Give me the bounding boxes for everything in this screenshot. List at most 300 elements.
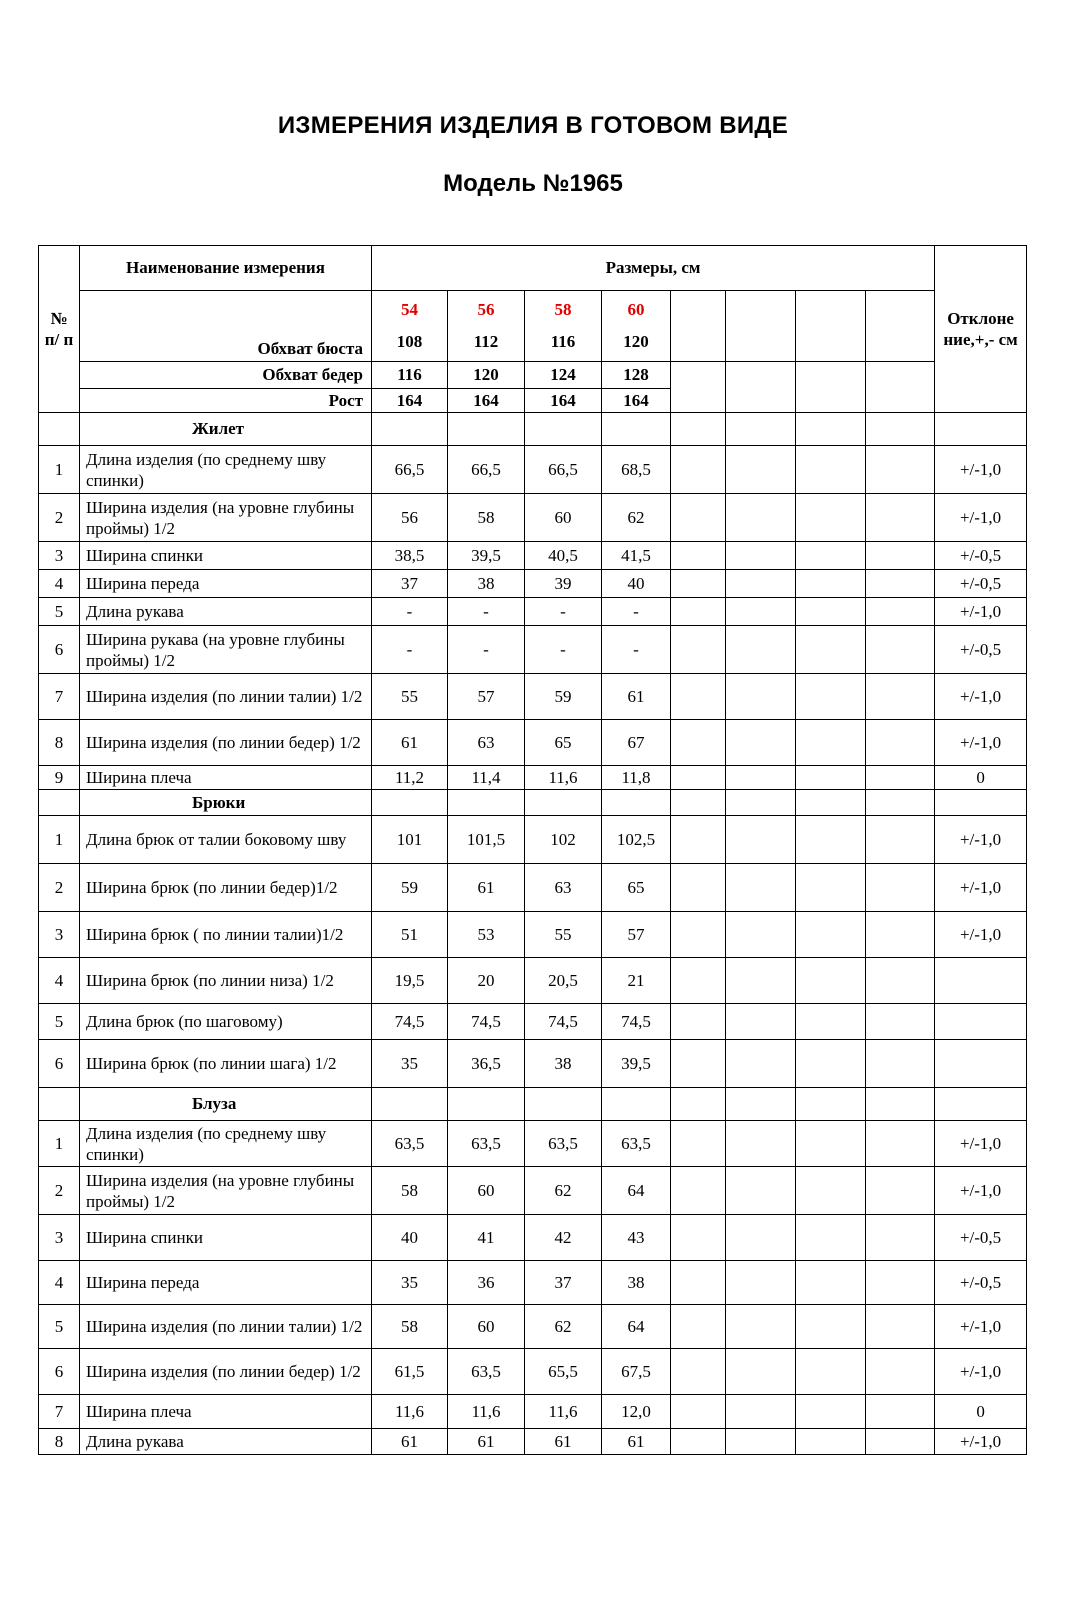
measurement-name: Ширина изделия (по линии талии) 1/2 [80,674,372,720]
measurement-value: 39,5 [602,1040,671,1088]
empty-size-cell [866,958,935,1004]
table-row [39,1121,1027,1167]
empty-size-cell [796,1167,866,1215]
table-row [39,1305,1027,1349]
empty-size-cell [726,1040,796,1088]
size-cell: 58 116 [525,291,602,362]
measurement-value: 42 [525,1215,602,1261]
empty-size-cell [726,1215,796,1261]
empty-size-cell [866,626,935,674]
row-number: 7 [39,1395,80,1429]
measurement-value: 39,5 [448,542,525,570]
measurement-value: 61 [372,720,448,766]
empty-size-cell [726,720,796,766]
empty-size-cell [866,674,935,720]
empty-size-cell [796,626,866,674]
deviation-value: +/-1,0 [935,494,1027,542]
table-row [39,766,1027,790]
hip-label: Обхват бедер [80,362,372,389]
measurement-value: 40 [372,1215,448,1261]
measurement-value: 38,5 [372,542,448,570]
empty-size-cell [671,766,726,790]
section-title: Блуза [80,1088,372,1121]
table-row [39,958,1027,1004]
empty-size-cell [726,1305,796,1349]
row-number: 2 [39,494,80,542]
deviation-value: +/-0,5 [935,1261,1027,1305]
empty-size-cell [671,1004,726,1040]
empty-size-cell [866,720,935,766]
row-number: 8 [39,720,80,766]
row-number: 7 [39,674,80,720]
empty-size-cell [671,816,726,864]
measurement-value: 53 [448,912,525,958]
bust-label: Обхват бюста [80,291,372,362]
header-deviation: Отклоне ние,+,- см [935,246,1027,413]
measurement-value: 63,5 [448,1349,525,1395]
measurement-name: Ширина плеча [80,766,372,790]
table-row [39,816,1027,864]
measurement-value: 21 [602,958,671,1004]
deviation-value: +/-1,0 [935,1349,1027,1395]
deviation-value: +/-1,0 [935,1121,1027,1167]
deviation-value: +/-1,0 [935,446,1027,494]
measurement-value: 36,5 [448,1040,525,1088]
measurement-value: 63,5 [372,1121,448,1167]
measurement-value: 39 [525,570,602,598]
measurement-value: 65 [602,864,671,912]
deviation-value: +/-1,0 [935,674,1027,720]
empty-size-cell [796,816,866,864]
measurement-value: 102,5 [602,816,671,864]
empty-size-cell [796,1349,866,1395]
empty-size-cell [726,816,796,864]
measurement-value: 74,5 [525,1004,602,1040]
empty-size-cell [671,446,726,494]
row-number: 3 [39,912,80,958]
measurement-value: 65,5 [525,1349,602,1395]
empty-size-cell [796,542,866,570]
measurement-value: 11,6 [525,766,602,790]
measurement-name: Ширина брюк ( по линии талии)1/2 [80,912,372,958]
empty-size-cell [866,816,935,864]
empty-size-cell [866,1215,935,1261]
table-row [39,720,1027,766]
deviation-value: +/-1,0 [935,1167,1027,1215]
measurement-value: - [448,598,525,626]
empty-size-cell [726,446,796,494]
empty-size-cell [866,570,935,598]
measurement-value: 61 [602,1429,671,1455]
measurement-value: 101,5 [448,816,525,864]
deviation-value: 0 [935,766,1027,790]
empty-size-cell [726,1167,796,1215]
measurement-name: Длина брюк (по шаговому) [80,1004,372,1040]
row-number: 1 [39,446,80,494]
row-number: 1 [39,1121,80,1167]
empty-size-cell [866,1004,935,1040]
measurement-value: 59 [372,864,448,912]
measurement-value: - [448,626,525,674]
height-value: 164 [602,389,671,413]
measurement-value: 61,5 [372,1349,448,1395]
measurement-value: 20 [448,958,525,1004]
header-name: Наименование измерения [80,246,372,291]
measurement-value: - [602,626,671,674]
empty-size-cell [866,912,935,958]
size-cell: 56 112 [448,291,525,362]
empty-size-cell [726,1395,796,1429]
measurement-value: 61 [448,864,525,912]
empty-size-cell [726,864,796,912]
table-row [39,1261,1027,1305]
empty-size-cell [796,720,866,766]
section-title: Жилет [80,413,372,446]
measurement-value: 63,5 [448,1121,525,1167]
deviation-value: +/-0,5 [935,542,1027,570]
empty-size-cell [796,766,866,790]
measurement-value: 20,5 [525,958,602,1004]
measurement-value: 60 [448,1305,525,1349]
header-num: № п/ п [39,246,80,413]
empty-size-cell [866,1305,935,1349]
measurement-value: 66,5 [448,446,525,494]
measurement-value: 63,5 [602,1121,671,1167]
deviation-value: +/-0,5 [935,1215,1027,1261]
measurement-value: 63 [448,720,525,766]
measurement-value: 11,6 [525,1395,602,1429]
empty-size-cell [796,494,866,542]
measurement-value: 11,6 [372,1395,448,1429]
measurement-value: 57 [602,912,671,958]
section-title: Брюки [80,790,372,816]
table-row [39,598,1027,626]
empty-size-cell [866,1349,935,1395]
measurement-value: 61 [602,674,671,720]
measurement-name: Ширина брюк (по линии шага) 1/2 [80,1040,372,1088]
empty-size-cell [671,912,726,958]
measurement-value: - [372,626,448,674]
header-sizes: Размеры, см [372,246,935,291]
table-row [39,1349,1027,1395]
deviation-value: +/-1,0 [935,816,1027,864]
empty-size-cell [726,1429,796,1455]
measurement-value: - [525,598,602,626]
measurement-value: 64 [602,1305,671,1349]
row-number: 1 [39,816,80,864]
measurement-name: Ширина спинки [80,1215,372,1261]
empty-size-cell [866,1395,935,1429]
measurement-value: 60 [448,1167,525,1215]
table-row [39,1167,1027,1215]
table-row [39,674,1027,720]
measurement-name: Ширина брюк (по линии низа) 1/2 [80,958,372,1004]
hip-value: 116 [372,362,448,389]
hip-value: 128 [602,362,671,389]
size-cell: 60 120 [602,291,671,362]
table-row [39,1004,1027,1040]
empty-size-cell [796,598,866,626]
measurement-value: 11,8 [602,766,671,790]
deviation-value: +/-1,0 [935,1305,1027,1349]
empty-size-cell [796,1261,866,1305]
empty-size-cell [796,1429,866,1455]
empty-size-cell [796,958,866,1004]
empty-size-cell [796,864,866,912]
measurement-value: 38 [602,1261,671,1305]
row-number: 5 [39,1305,80,1349]
measurement-value: 67,5 [602,1349,671,1395]
empty-size-cell [866,864,935,912]
measurement-name: Ширина изделия (на уровне глубины проймы) 1/2 [80,494,372,542]
table-row [39,446,1027,494]
size-cell: 54 108 [372,291,448,362]
measurement-value: 55 [525,912,602,958]
empty-size-cell [726,570,796,598]
measurement-value: - [525,626,602,674]
empty-size-cell [866,542,935,570]
measurement-value: 61 [525,1429,602,1455]
section-row [39,1088,1027,1121]
measurement-value: 58 [372,1305,448,1349]
measurement-value: - [602,598,671,626]
empty-size-cell [726,912,796,958]
measurement-value: 74,5 [448,1004,525,1040]
row-number: 6 [39,1349,80,1395]
empty-size-cell [796,674,866,720]
hip-value: 120 [448,362,525,389]
deviation-value [935,1004,1027,1040]
empty-size-cell [866,1261,935,1305]
empty-size-cell [796,1395,866,1429]
row-number: 5 [39,598,80,626]
empty-size-cell [726,494,796,542]
measurement-value: 63,5 [525,1121,602,1167]
measurement-name: Ширина рукава (на уровне глубины проймы) 1/2 [80,626,372,674]
measurement-value: 63 [525,864,602,912]
empty-size-cell [671,1167,726,1215]
empty-size-cell [671,570,726,598]
section-row [39,413,1027,446]
empty-size-cell [796,1121,866,1167]
deviation-value: +/-1,0 [935,864,1027,912]
table-row [39,626,1027,674]
empty-size-cell [671,1305,726,1349]
measurement-value: 37 [525,1261,602,1305]
table-row [39,1429,1027,1455]
empty-size-cell [671,1261,726,1305]
measurement-value: 12,0 [602,1395,671,1429]
deviation-value: +/-0,5 [935,570,1027,598]
empty-size-cell [726,958,796,1004]
measurement-value: 59 [525,674,602,720]
measurement-value: 60 [525,494,602,542]
deviation-value: +/-0,5 [935,626,1027,674]
deviation-value [935,1040,1027,1088]
empty-size-cell [866,1167,935,1215]
height-value: 164 [448,389,525,413]
measurement-name: Ширина переда [80,570,372,598]
row-number: 3 [39,542,80,570]
empty-size-cell [671,1349,726,1395]
empty-size-cell [671,1215,726,1261]
row-number: 4 [39,958,80,1004]
measurement-value: 41 [448,1215,525,1261]
measurement-value: 74,5 [602,1004,671,1040]
empty-size-cell [671,674,726,720]
measurement-value: 11,4 [448,766,525,790]
empty-size-cell [671,494,726,542]
empty-size-cell [796,570,866,598]
measurement-value: 56 [372,494,448,542]
hip-value: 124 [525,362,602,389]
empty-size-cell [866,1121,935,1167]
measurement-name: Длина рукава [80,1429,372,1455]
deviation-value: +/-1,0 [935,912,1027,958]
deviation-value [935,958,1027,1004]
empty-size-cell [866,446,935,494]
deviation-value: +/-1,0 [935,1429,1027,1455]
measurement-value: 19,5 [372,958,448,1004]
measurement-value: 36 [448,1261,525,1305]
deviation-value: +/-1,0 [935,598,1027,626]
empty-size-cell [671,1121,726,1167]
empty-size-cell [796,1004,866,1040]
table-row [39,542,1027,570]
measurement-value: 58 [448,494,525,542]
measurement-name: Длина изделия (по среднему шву спинки) [80,1121,372,1167]
row-number: 2 [39,1167,80,1215]
measurement-name: Ширина изделия (по линии бедер) 1/2 [80,1349,372,1395]
measurement-name: Ширина изделия (на уровне глубины проймы) 1/2 [80,1167,372,1215]
empty-size-cell [726,598,796,626]
height-label: Рост [80,389,372,413]
measurement-value: 74,5 [372,1004,448,1040]
deviation-value: +/-1,0 [935,720,1027,766]
measurement-name: Ширина переда [80,1261,372,1305]
empty-size-cell [726,766,796,790]
empty-size-cell [796,912,866,958]
section-row [39,790,1027,816]
empty-size-cell [796,1040,866,1088]
measurement-name: Ширина плеча [80,1395,372,1429]
empty-size-cell [866,766,935,790]
row-number: 6 [39,1040,80,1088]
measurement-name: Ширина спинки [80,542,372,570]
measurements-table [38,245,1027,1455]
measurement-name: Ширина брюк (по линии бедер)1/2 [80,864,372,912]
empty-size-cell [726,1261,796,1305]
row-number: 2 [39,864,80,912]
measurement-value: 101 [372,816,448,864]
row-number: 4 [39,1261,80,1305]
empty-size-cell [726,1349,796,1395]
empty-size-cell [726,674,796,720]
measurement-value: 102 [525,816,602,864]
row-number: 9 [39,766,80,790]
table-row [39,1215,1027,1261]
measurement-name: Ширина изделия (по линии бедер) 1/2 [80,720,372,766]
measurement-value: 35 [372,1261,448,1305]
measurement-name: Длина рукава [80,598,372,626]
measurement-value: 38 [525,1040,602,1088]
measurement-value: 40,5 [525,542,602,570]
measurement-value: 35 [372,1040,448,1088]
measurement-name: Длина изделия (по среднему шву спинки) [80,446,372,494]
measurement-value: - [372,598,448,626]
measurement-value: 43 [602,1215,671,1261]
measurement-value: 64 [602,1167,671,1215]
empty-size-cell [726,626,796,674]
empty-size-cell [726,1121,796,1167]
model-title: Модель №1965 [443,170,623,197]
measurement-value: 65 [525,720,602,766]
empty-size-cell [671,720,726,766]
measurement-value: 11,6 [448,1395,525,1429]
measurement-value: 67 [602,720,671,766]
measurement-value: 57 [448,674,525,720]
measurement-value: 62 [525,1305,602,1349]
measurement-value: 61 [448,1429,525,1455]
measurement-value: 38 [448,570,525,598]
empty-size-cell [671,626,726,674]
empty-size-cell [726,542,796,570]
row-number: 8 [39,1429,80,1455]
measurement-value: 41,5 [602,542,671,570]
table-row [39,1395,1027,1429]
empty-size-cell [671,864,726,912]
measurement-value: 58 [372,1167,448,1215]
height-value: 164 [525,389,602,413]
deviation-value: 0 [935,1395,1027,1429]
measurement-name: Ширина изделия (по линии талии) 1/2 [80,1305,372,1349]
empty-size-cell [671,1040,726,1088]
measurement-name: Длина брюк от талии боковому шву [80,816,372,864]
measurement-value: 62 [525,1167,602,1215]
measurement-value: 11,2 [372,766,448,790]
measurement-value: 66,5 [525,446,602,494]
measurement-value: 40 [602,570,671,598]
empty-size-cell [796,1305,866,1349]
empty-size-cell [671,1429,726,1455]
row-number: 6 [39,626,80,674]
measurement-value: 37 [372,570,448,598]
empty-size-cell [796,1215,866,1261]
table-row [39,570,1027,598]
empty-size-cell [866,598,935,626]
empty-size-cell [866,1429,935,1455]
height-value: 164 [372,389,448,413]
row-number: 4 [39,570,80,598]
empty-size-cell [726,1004,796,1040]
empty-size-cell [671,542,726,570]
row-number: 3 [39,1215,80,1261]
measurement-value: 66,5 [372,446,448,494]
empty-size-cell [866,494,935,542]
empty-size-cell [671,1395,726,1429]
empty-size-cell [796,446,866,494]
measurement-value: 51 [372,912,448,958]
measurement-value: 61 [372,1429,448,1455]
measurement-value: 55 [372,674,448,720]
empty-size-cell [671,958,726,1004]
row-number: 5 [39,1004,80,1040]
table-row [39,912,1027,958]
table-row [39,494,1027,542]
table-row [39,1040,1027,1088]
document-title: ИЗМЕРЕНИЯ ИЗДЕЛИЯ В ГОТОВОМ ВИДЕ [277,112,789,139]
measurement-value: 68,5 [602,446,671,494]
